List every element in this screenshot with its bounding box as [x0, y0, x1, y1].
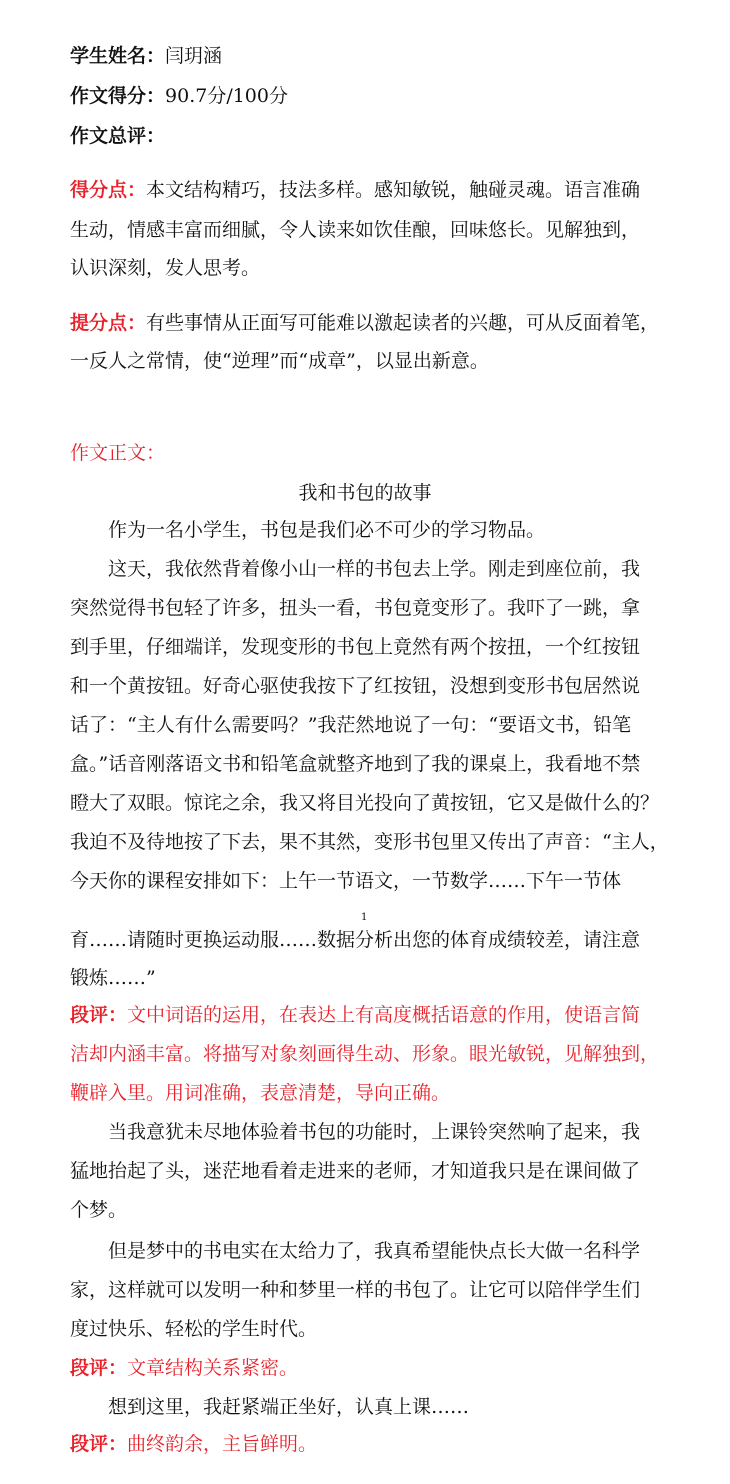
- essay-p5-line-1: 想到这里，我赶紧端正坐好，认真上课……: [108, 1396, 470, 1418]
- merits-line-1: [70, 178, 640, 202]
- page-number: 1: [361, 912, 368, 923]
- student-name-value: 闫玥涵: [165, 45, 223, 67]
- essay-p2-line-11: 锻炼……”: [70, 967, 156, 989]
- essay-p2-line-8: 我迫不及待地按了下去，果不其然，变形书包里又传出了声音：“主人，: [70, 831, 669, 853]
- essay-p3-line-3: 个梦。: [70, 1199, 128, 1221]
- essay-p2-line-5: 话了：“主人有什么需要吗？”我茫然地说了一句：“要语文书，铅笔: [70, 714, 632, 736]
- essay-p2-line-1: 这天，我依然背着像小山一样的书包去上学。刚走到座位前，我: [108, 558, 641, 580]
- essay-p3-line-1: 当我意犹未尽地体验着书包的功能时，上课铃突然响了起来，我: [108, 1121, 641, 1143]
- improve-line-1: [70, 311, 659, 335]
- essay-p2-line-10: 育……请随时更换运动服……数据分析出您的体育成绩较差，请注意: [70, 929, 641, 951]
- essay-p2-line-4: 和一个黄按钮。好奇心驱使我按下了红按钮，没想到变形书包居然说: [70, 675, 641, 697]
- student-name-line: [70, 44, 222, 68]
- student-name-label: 学生姓名：: [70, 45, 166, 67]
- comment-1-label: 段评：: [70, 1004, 128, 1026]
- comment-2-label: 段评：: [70, 1357, 128, 1379]
- essay-p4-line-3: 度过快乐、轻松的学生时代。: [70, 1318, 318, 1340]
- essay-p3-line-2: 猛地抬起了头，迷茫地看着走进来的老师，才知道我只是在课间做了: [70, 1160, 641, 1182]
- comment-2-text: 文章结构关系紧密。: [127, 1357, 299, 1379]
- essay-title: 我和书包的故事: [298, 482, 432, 504]
- overall-comment-label: 作文总评：: [70, 125, 166, 147]
- improve-line-2: 一反人之常情，使“逆理”而“成章”，以显出新意。: [70, 350, 489, 372]
- score-label: 作文得分：: [70, 85, 166, 107]
- essay-p1-line-1: 作为一名小学生，书包是我们必不可少的学习物品。: [108, 519, 546, 541]
- comment-3-line: [70, 1432, 317, 1456]
- essay-label: 作文正文：: [70, 442, 166, 464]
- comment-1-text-1: 文中词语的运用，在表达上有高度概括语意的作用，使语言简: [127, 1004, 641, 1026]
- comment-1-line-2: 洁却内涵丰富。将描写对象刻画得生动、形象。眼光敏锐，见解独到，: [70, 1043, 660, 1065]
- essay-p2-line-6: 盒。”话音刚落语文书和铅笔盒就整齐地到了我的课桌上，我看地不禁: [70, 753, 641, 775]
- merits-text-1: 本文结构精巧，技法多样。感知敏锐，触碰灵魂。语言准确: [146, 179, 641, 201]
- overall-comment-line: [70, 124, 165, 148]
- merits-label: 得分点：: [70, 179, 147, 201]
- score-line: [70, 84, 288, 108]
- merits-line-3: 认识深刻，发人思考。: [70, 257, 261, 279]
- essay-p2-line-3: 到手里，仔细端详，发现变形的书包上竟然有两个按扭，一个红按钮: [70, 636, 641, 658]
- comment-3-text: 曲终韵余，主旨鲜明。: [127, 1433, 318, 1455]
- comment-1-line-3: 鞭辟入里。用词准确，表意清楚，导向正确。: [70, 1082, 451, 1104]
- comment-1-line-1: [70, 1003, 640, 1027]
- merits-line-2: 生动，情感丰富而细腻，令人读来如饮佳酿，回味悠长。见解独到，: [70, 219, 641, 241]
- improve-text-1: 有些事情从正面写可能难以激起读者的兴趣，可从反面着笔，: [146, 312, 660, 334]
- score-value: 90.7分/100分: [165, 85, 288, 107]
- essay-p2-line-9: 今天你的课程安排如下：上午一节语文，一节数学……下午一节体: [70, 870, 622, 892]
- improve-label: 提分点：: [70, 312, 147, 334]
- essay-p4-line-2: 家，这样就可以发明一种和梦里一样的书包了。让它可以陪伴学生们: [70, 1279, 641, 1301]
- comment-3-label: 段评：: [70, 1433, 128, 1455]
- essay-p2-line-7: 瞪大了双眼。惊诧之余，我又将目光投向了黄按钮，它又是做什么的？: [70, 792, 660, 814]
- comment-2-line: [70, 1356, 298, 1380]
- essay-p2-line-2: 突然觉得书包轻了许多，扭头一看，书包竟变形了。我吓了一跳，拿: [70, 597, 641, 619]
- essay-p4-line-1: 但是梦中的书电实在太给力了，我真希望能快点长大做一名科学: [108, 1240, 641, 1262]
